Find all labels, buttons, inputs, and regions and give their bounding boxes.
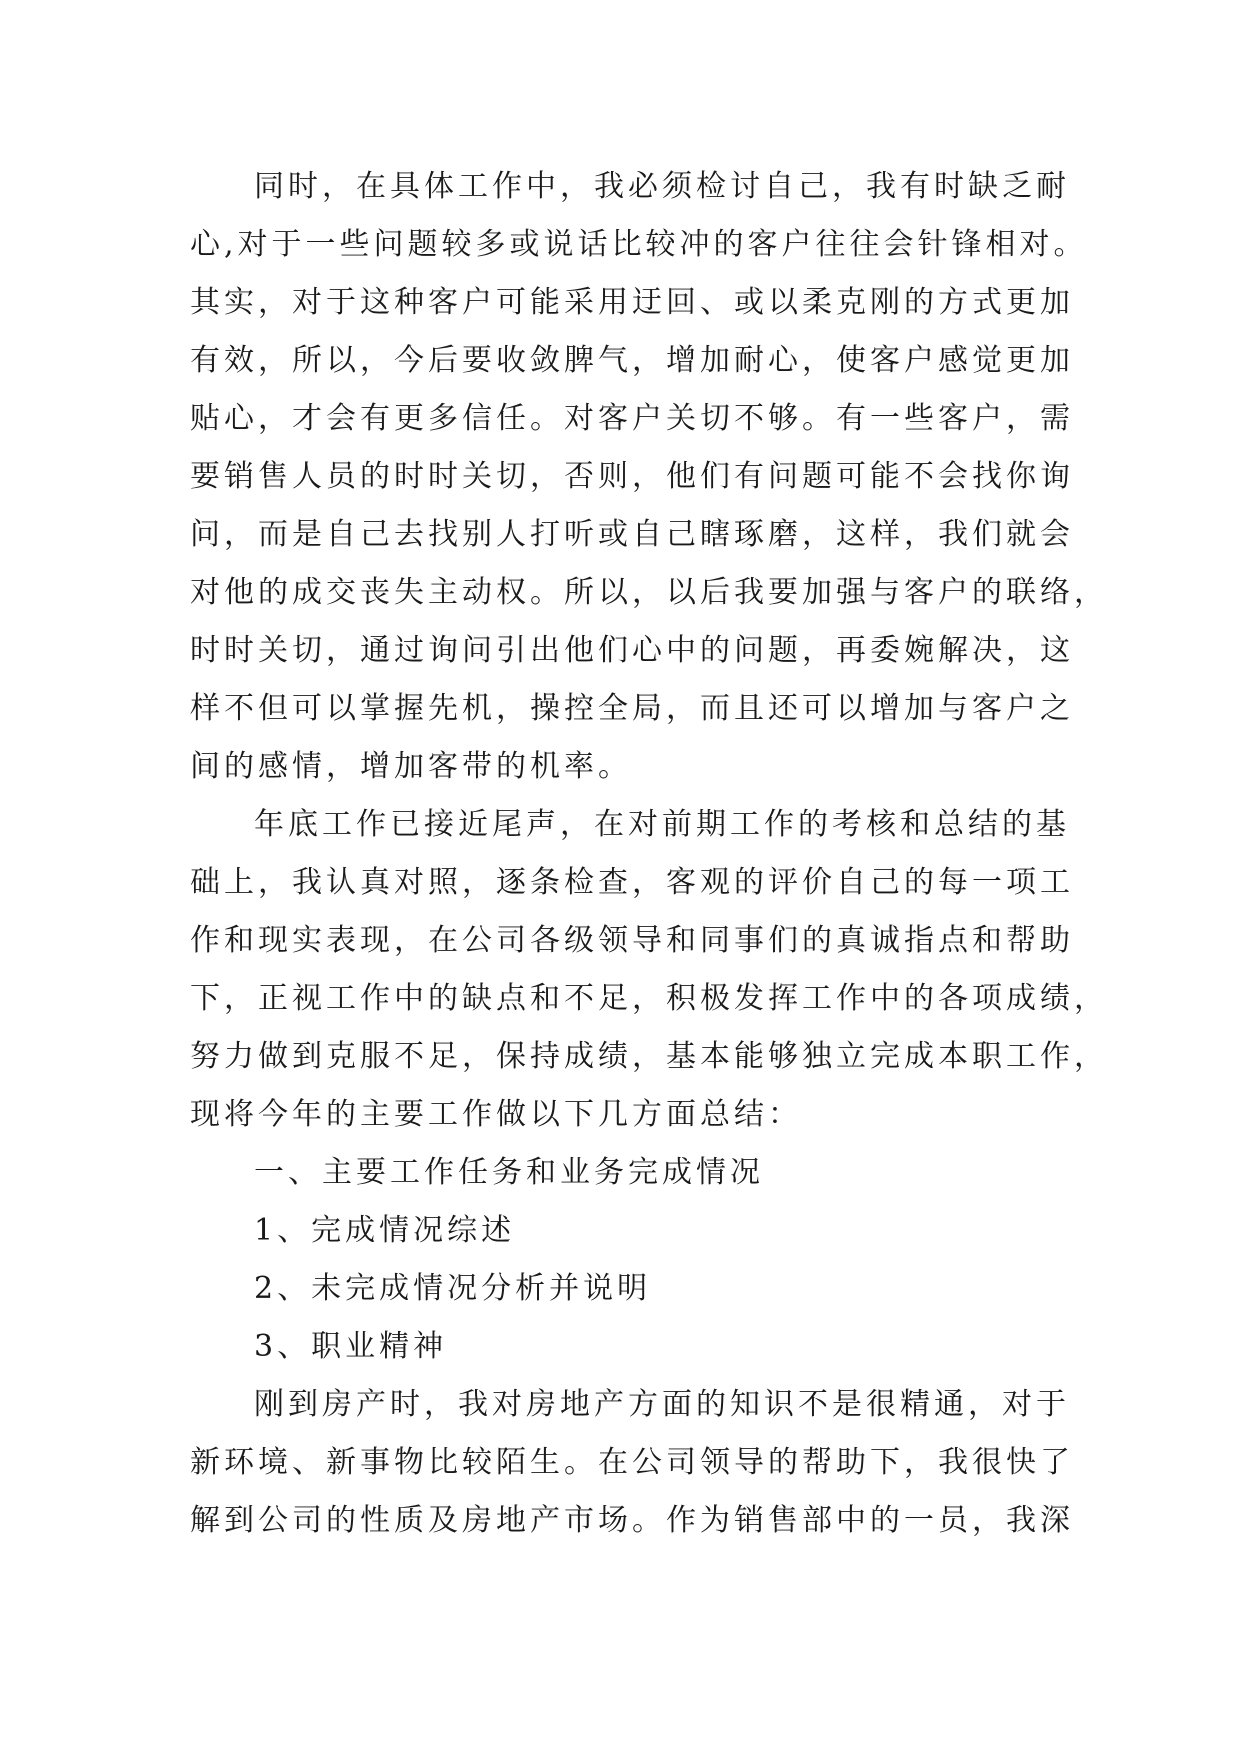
text-line: 有效，所以，今后要收敛脾气，增加耐心，使客户感觉更加 <box>190 343 1074 378</box>
text-line: 其实，对于这种客户可能采用迂回、或以柔克刚的方式更加 <box>190 285 1074 320</box>
text-line: 间的感情，增加客带的机率。 <box>190 749 632 784</box>
text-line: 下，正视工作中的缺点和不足，积极发挥工作中的各项成绩， <box>190 981 1108 1016</box>
text-line: 对他的成交丧失主动权。所以，以后我要加强与客户的联络， <box>190 575 1108 610</box>
text-line: 贴心，才会有更多信任。对客户关切不够。有一些客户，需 <box>190 401 1074 436</box>
text-line: 同时，在具体工作中，我必须检讨自己，我有时缺乏耐 <box>254 169 1070 204</box>
text-line: 作和现实表现，在公司各级领导和同事们的真诚指点和帮助 <box>190 923 1074 958</box>
text-line: 刚到房产时，我对房地产方面的知识不是很精通，对于 <box>254 1387 1070 1422</box>
text-line: 心,对于一些问题较多或说话比较冲的客户往往会针锋相对。 <box>190 227 1088 262</box>
text-line: 3、职业精神 <box>254 1329 448 1364</box>
text-line: 年底工作已接近尾声，在对前期工作的考核和总结的基 <box>254 807 1070 842</box>
text-line: 要销售人员的时时关切，否则，他们有问题可能不会找你询 <box>190 459 1074 494</box>
text-line: 时时关切，通过询问引出他们心中的问题，再委婉解决，这 <box>190 633 1074 668</box>
document-body <box>190 158 1108 1550</box>
text-line: 1、完成情况综述 <box>254 1213 516 1248</box>
text-line: 现将今年的主要工作做以下几方面总结： <box>190 1097 802 1132</box>
text-line: 解到公司的性质及房地产市场。作为销售部中的一员，我深 <box>190 1503 1074 1538</box>
text-line: 问，而是自己去找别人打听或自己瞎琢磨，这样，我们就会 <box>190 517 1074 552</box>
text-line: 一、主要工作任务和业务完成情况 <box>254 1155 764 1190</box>
text-line: 样不但可以掌握先机，操控全局，而且还可以增加与客户之 <box>190 691 1074 726</box>
text-line: 努力做到克服不足，保持成绩，基本能够独立完成本职工作， <box>190 1039 1108 1074</box>
text-line: 础上，我认真对照，逐条检查，客观的评价自己的每一项工 <box>190 865 1074 900</box>
text-line: 新环境、新事物比较陌生。在公司领导的帮助下，我很快了 <box>190 1445 1074 1480</box>
text-line: 2、未完成情况分析并说明 <box>254 1271 652 1306</box>
